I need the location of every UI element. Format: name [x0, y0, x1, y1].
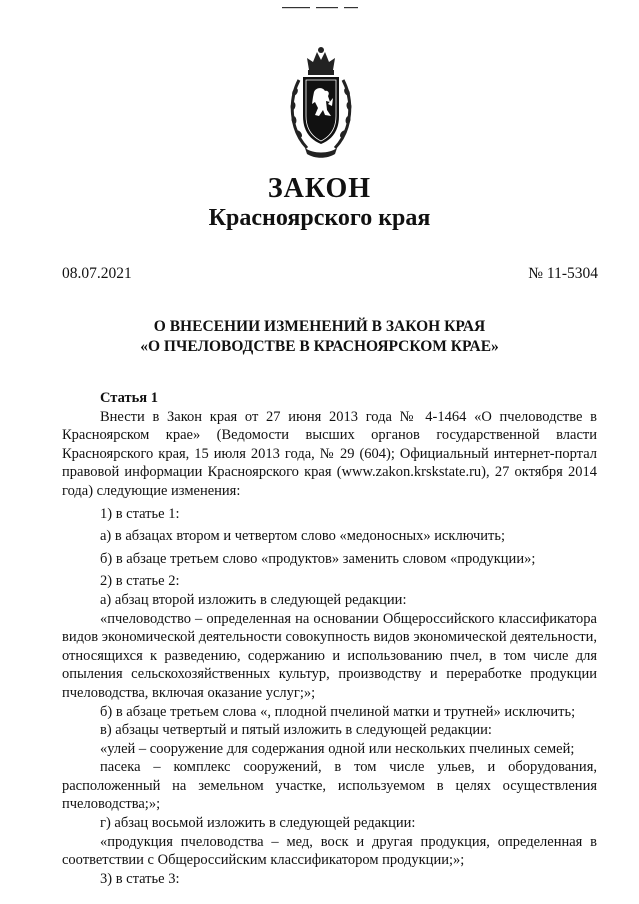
paragraph: «продукция пчеловодства – мед, воск и другая продукция, определенная в соответствии с Общероссийским классификатором продукции;»;: [62, 833, 597, 869]
paragraph: «пчеловодство – определенная на основании Общероссийского классификатора видов экономической деятельности совокупность видов экономической деятельности, относящихся к разведению, содержанию и использованию пчел, в том числе для опыления сельскохозяйственных культур, производству и переработке продукции пчеловодства, включая оказание услуг;»;: [62, 610, 597, 701]
law-date: 08.07.2021: [62, 265, 132, 282]
law-title: ЗАКОН: [267, 173, 372, 204]
paragraph: в) абзацы четвертый и пятый изложить в следующей редакции:: [100, 722, 492, 739]
paragraph: б) в абзаце третьем слова «, плодной пчелиной матки и трутней» исключить;: [100, 703, 576, 720]
paragraph: а) в абзацах втором и четвертом слово «медоносных» исключить;: [100, 528, 506, 545]
paragraph: «улей – сооружение для содержания одной или нескольких пчелиных семей;: [100, 740, 575, 757]
paragraph: г) абзац восьмой изложить в следующей редакции:: [100, 815, 416, 832]
paragraph: Внести в Закон края от 27 июня 2013 года № 4-1464 «О пчеловодстве в Красноярском крае» (Ведомости высших органов государственной власти Красноярского края, 15 июля 2013 года, № 29 (604); Официальный интернет-портал правовой информации Красноярского края (www.zakon.krskstate.ru), 27 октября 2014 года) следующие изменения:: [62, 408, 597, 499]
paragraph: б) в абзаце третьем слово «продуктов» заменить словом «продукции»;: [100, 550, 536, 567]
paragraph: а) абзац второй изложить в следующей редакции:: [100, 591, 407, 608]
coat-of-arms-icon: [285, 44, 357, 164]
scan-marks: [282, 6, 362, 10]
law-subtitle: Красноярского края: [208, 205, 431, 231]
paragraph: 2) в статье 2:: [100, 573, 180, 590]
law-body: [62, 389, 597, 888]
paragraph: 1) в статье 1:: [100, 505, 180, 522]
heading-line-2: «О ПЧЕЛОВОДСТВЕ В КРАСНОЯРСКОМ КРАЕ»: [140, 338, 499, 355]
law-heading: [0, 317, 639, 357]
law-number: № 11-5304: [528, 265, 598, 282]
article-title: Статья 1: [100, 390, 158, 406]
paragraph: пасека – комплекс сооружений, в том числе ульев, и оборудования, расположенный на земельном участке, используемом в целях осуществления пчеловодства;»;: [62, 759, 597, 813]
paragraph: 3) в статье 3:: [100, 870, 180, 887]
heading-line-1: О ВНЕСЕНИИ ИЗМЕНЕНИЙ В ЗАКОН КРАЯ: [153, 318, 486, 335]
